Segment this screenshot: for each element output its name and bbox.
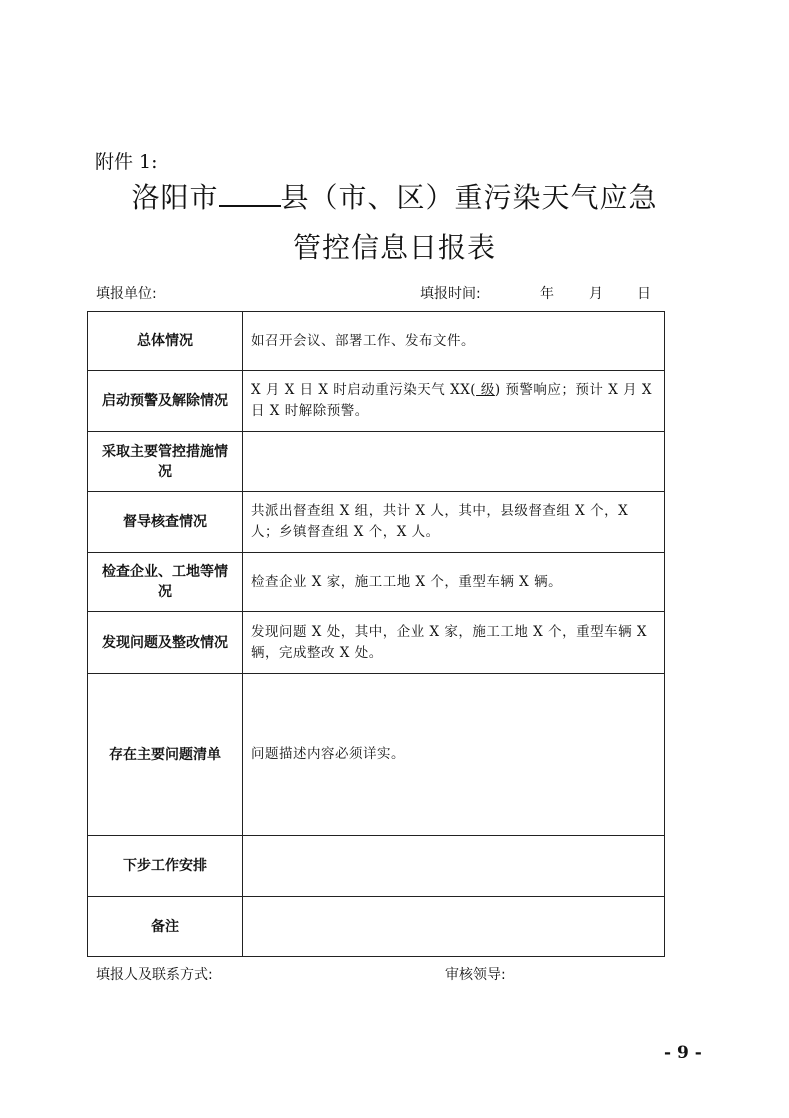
row-label: 检查企业、工地等情况	[88, 553, 243, 612]
row-value[interactable]	[243, 371, 665, 432]
title-prefix: 洛阳市	[131, 181, 219, 214]
value-text: X 月 X 日 X 时启动重污染天气 XX(	[251, 382, 477, 398]
reviewer-label: 审核领导:	[445, 967, 506, 983]
row-label: 督导核查情况	[88, 492, 243, 553]
row-value[interactable]: 共派出督查组 X 组，共计 X 人，其中，县级督查组 X 个，X 人；乡镇督查组 X 个，X 人。	[243, 492, 665, 553]
row-label: 采取主要管控措施情况	[88, 432, 243, 492]
row-label: 下步工作安排	[88, 836, 243, 897]
page-number: - 9 -	[664, 1043, 702, 1063]
table-row	[88, 674, 665, 836]
value-text: ) 预警响应；预计 X 月 X 日 X 时解除预警。	[251, 382, 653, 419]
row-value[interactable]: 问题描述内容必须详实。	[243, 674, 665, 836]
table-row	[88, 612, 665, 674]
table-row	[88, 836, 665, 897]
table-row	[88, 553, 665, 612]
row-value[interactable]: 检查企业 X 家，施工工地 X 个，重型车辆 X 辆。	[243, 553, 665, 612]
row-value[interactable]: 如召开会议、部署工作、发布文件。	[243, 312, 665, 371]
report-table	[87, 311, 665, 957]
unit-label: 填报单位:	[96, 286, 157, 302]
row-value[interactable]	[243, 836, 665, 897]
row-value[interactable]	[243, 432, 665, 492]
row-label: 启动预警及解除情况	[88, 371, 243, 432]
county-blank	[219, 183, 281, 207]
row-label: 存在主要问题清单	[88, 674, 243, 836]
row-label: 发现问题及整改情况	[88, 612, 243, 674]
filler-contact-label: 填报人及联系方式:	[96, 967, 213, 983]
level-blank: 级	[476, 382, 495, 398]
row-label: 备注	[88, 897, 243, 957]
row-value[interactable]: 发现问题 X 处，其中，企业 X 家，施工工地 X 个，重型车辆 X 辆，完成整改 X 处。	[243, 612, 665, 674]
row-label: 总体情况	[88, 312, 243, 371]
table-row	[88, 432, 665, 492]
title-suffix: 县（市、区）重污染天气应急	[280, 181, 658, 214]
table-row	[88, 312, 665, 371]
day-label: 日	[637, 286, 651, 302]
table-row	[88, 492, 665, 553]
table-row	[88, 897, 665, 957]
month-label: 月	[589, 286, 603, 302]
time-label: 填报时间:	[420, 286, 481, 302]
row-value[interactable]	[243, 897, 665, 957]
form-title-line2: 管控信息日报表	[292, 231, 496, 264]
form-title-line1	[0, 176, 789, 216]
table-row	[88, 371, 665, 432]
year-label: 年	[540, 286, 554, 302]
attachment-label: 附件 1:	[95, 151, 158, 173]
